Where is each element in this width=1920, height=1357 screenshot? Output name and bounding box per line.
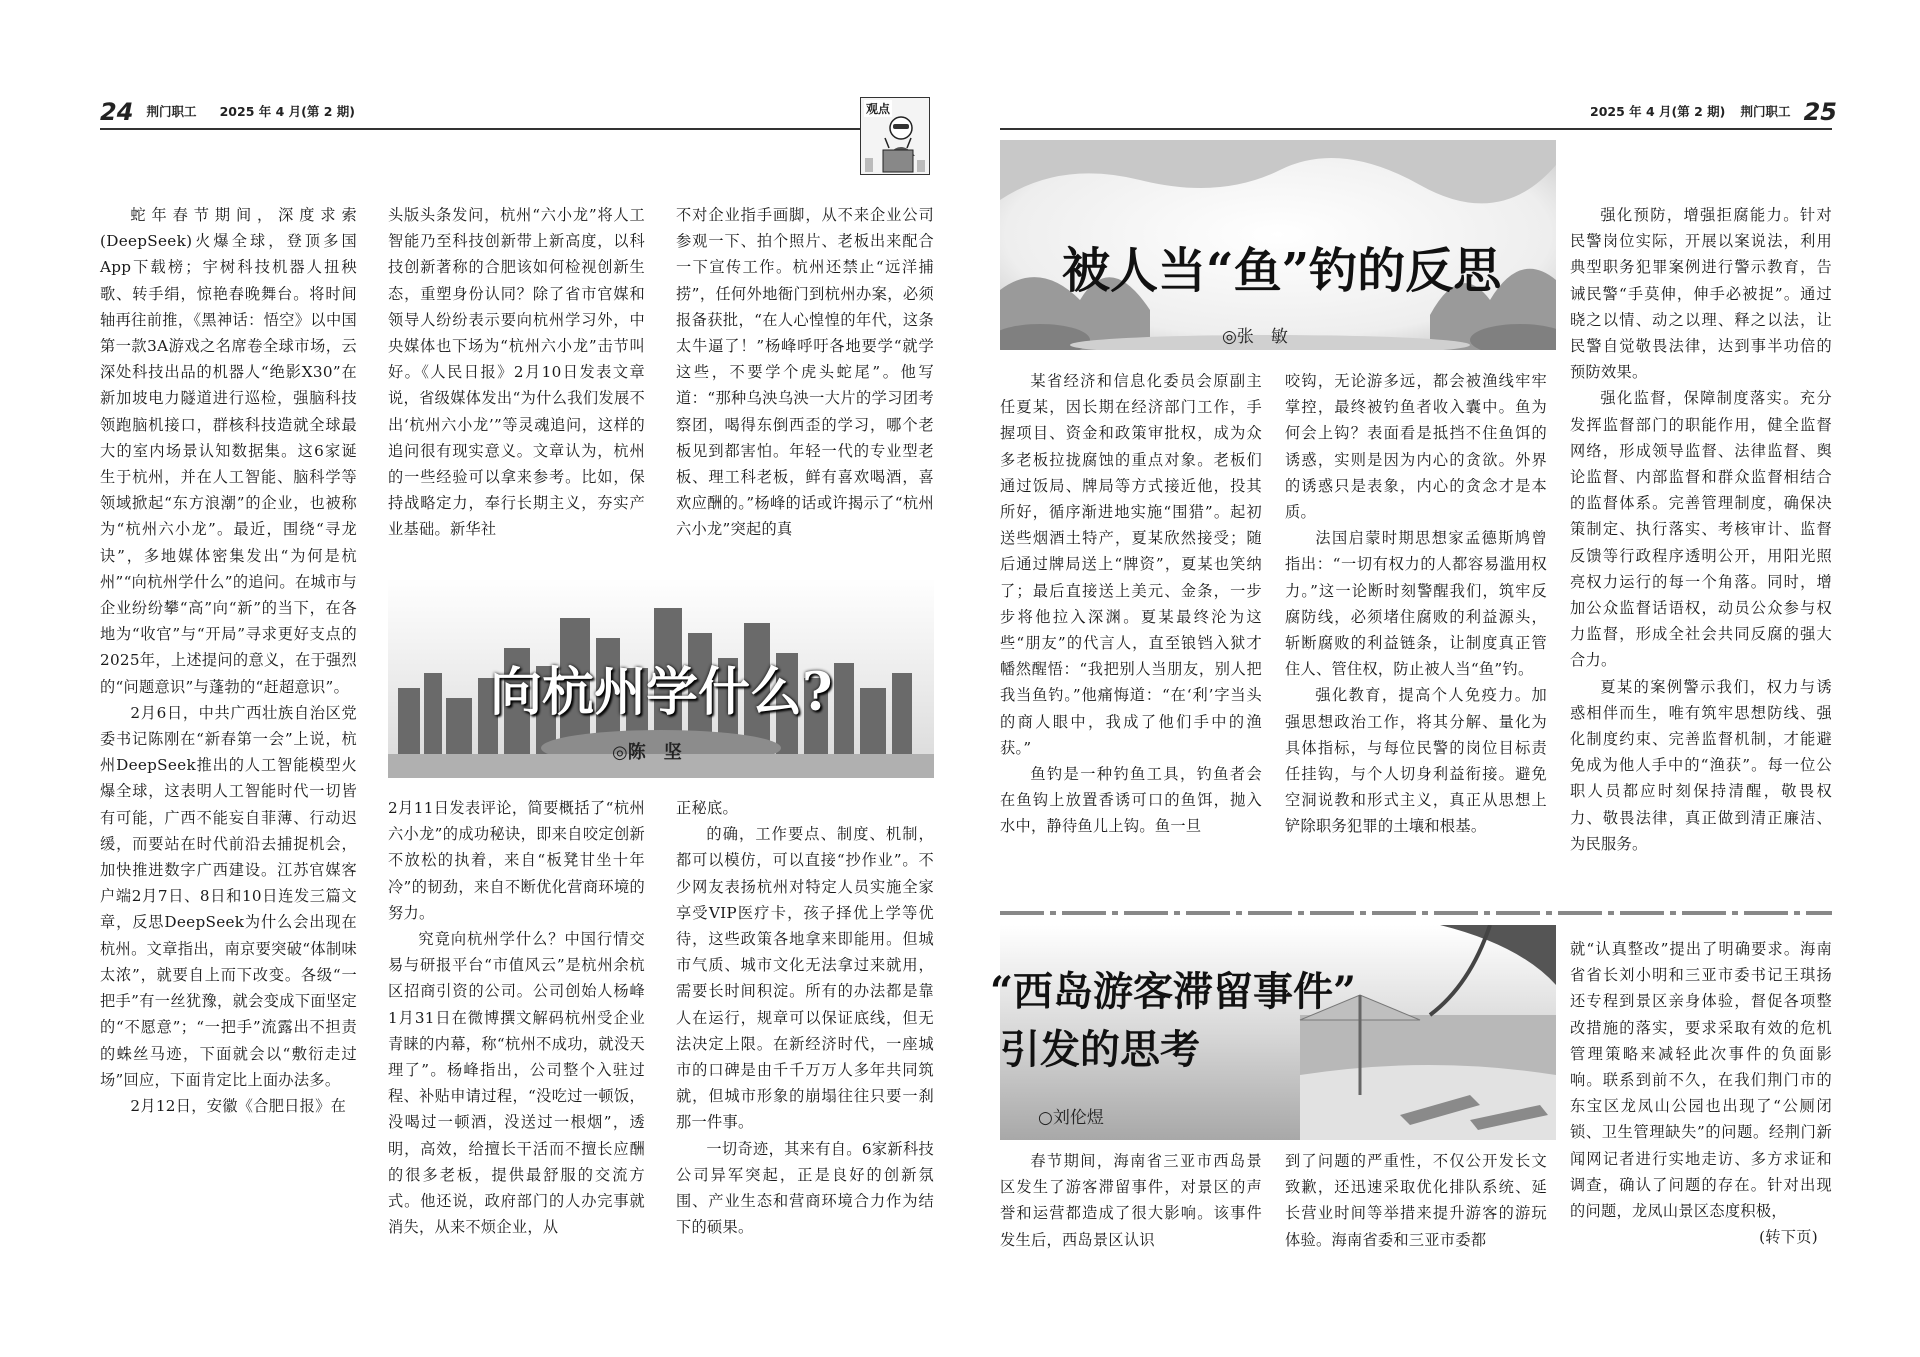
opinion-section-badge — [860, 97, 930, 175]
article2-column1 — [1000, 368, 1262, 840]
article2-title: 被人当“鱼”钓的反思 — [1062, 243, 1502, 299]
article2-paragraph: 法国启蒙时期思想家孟德斯鸠曾指出：“一切有权力的人都容易滥用权力。”这一论断时刻警醒我们，筑牢反腐防线，必须堵住腐败的利益源头，斩断腐败的利益链条，让制度真正管住人、管住权，防止被人当“鱼”钓。 — [1285, 529, 1547, 679]
article1-paragraph: 2月11日发表评论，简要概括了“杭州六小龙”的成功秘诀，即来自咬定创新不放松的执着，来自“板凳甘坐十年冷”的韧劲，来自不断优化营商环境的努力。 — [388, 799, 645, 922]
article2-paragraph: 咬钩，无论游多远，都会被渔线牢牢掌控，最终被钓鱼者收入囊中。鱼为何会上钩？表面看是抵挡不住鱼饵的诱惑，实则是因为内心的贪欲。外界的诱惑只是表象，内心的贪念才是本质。 — [1285, 372, 1547, 522]
article2-paragraph: 强化监督，保障制度落实。充分发挥监督部门的职能作用，健全监督网络，形成领导监督、法律监督、舆论监督、内部监督和群众监督相结合的监督体系。完善管理制度，确保决策制定、执行落实、考核审计、监督反馈等行政程序透明公开，用阳光照亮权力运行的每一个角落。同时，增加公众监督话语权，动员公众参与权力监督，形成全社会共同反腐的强大合力。 — [1570, 389, 1832, 670]
article3-paragraph: 就“认真整改”提出了明确要求。海南省省长刘小明和三亚市委书记王琪扬还专程到景区亲身体验，督促各项整改措施的落实，要求采取有效的危机管理策略来减轻此次事件的负面影响。联系到前不久，在我们荆门市的东宝区龙凤山公园也出现了“公厕闭锁、卫生管理缺失”的问题。经荆门新闻网记者进行实地走访、多方求证和调查，确认了问题的存在。针对出现的问题，龙凤山景区态度积极， — [1570, 940, 1832, 1221]
right-header-rule — [1000, 128, 1832, 130]
article1-column2 — [388, 202, 645, 543]
left-header-rule — [100, 128, 860, 130]
left-page-number: 24 — [100, 98, 134, 126]
article2-paragraph: 鱼钓是一种钓鱼工具，钓鱼者会在鱼钩上放置香诱可口的鱼饵，抛入水中，静待鱼儿上钩。鱼一旦 — [1000, 765, 1262, 836]
article1-author: ◎陈 坚 — [612, 742, 682, 763]
article2-paragraph: 强化教育，提高个人免疫力。加强思想政治工作，将其分解、量化为具体指标，与每位民警的岗位目标责任挂钩，与个人切身利益衔接。避免空洞说教和形式主义，真正从思想上铲除职务犯罪的土壤和根基。 — [1285, 686, 1547, 836]
article1-column3 — [676, 202, 934, 543]
article2-paragraph: 强化预防，增强拒腐能力。针对民警岗位实际，开展以案说法，利用典型职务犯罪案例进行警示教育，告诫民警“手莫伸，伸手必被捉”。通过晓之以情、动之以理、释之以法，让民警自觉敬畏法律，达到事半功倍的预防效果。 — [1570, 206, 1832, 382]
article1-paragraph: 蛇年春节期间，深度求索(DeepSeek)火爆全球，登顶多国App下载榜；宇树科技机器人扭秧歌、转手绢，惊艳春晚舞台。将时间轴再往前推，《黑神话：悟空》以中国第一款3A游戏之名席卷全球市场，云深处科技出品的机器人“绝影X30”在新加坡电力隧道进行巡检，强脑科技领跑脑机接口，群核科技造就全球最大的室内场景认知数据集。这6家诞生于杭州，并在人工智能、脑科学等领域掀起“东方浪潮”的企业，也被称为“杭州六小龙”。最近，围绕“寻龙诀”，多地媒体密集发出“为何是杭州”“向杭州学什么”的追问。在城市与企业纷纷攀“高”向“新”的当下，在各地为“收官”与“开局”寻求更好支点的2025年，上述提问的意义，在于强烈的“问题意识”与蓬勃的“赶超意识”。 — [100, 206, 357, 696]
right-issue-date: 2025 年 4 月(第 2 期) — [1590, 104, 1726, 119]
article1-paragraph: 头版头条发问，杭州“六小龙”将人工智能乃至科技创新带上新高度，以科技创新著称的合肥该如何检视创新生态，重塑身份认同？除了省市官媒和领导人纷纷表示要向杭州学习外，中央媒体也下场为“杭州六小龙”击节叫好。《人民日报》2月10日发表文章说，省级媒体发出“为什么我们发展不出‘杭州六小龙’”等灵魂追问，这样的追问很有现实意义。文章认为，杭州的一些经验可以拿来参考。比如，保持战略定力，奉行长期主义，夯实产业基础。新华社 — [388, 206, 645, 539]
article3-column3 — [1570, 936, 1832, 1250]
article1-paragraph: 的确，工作要点、制度、机制，都可以模仿，可以直接“抄作业”。不少网友表扬杭州对特定人员实施全家享受VIP医疗卡，孩子择优上学等优待，这些政策各地拿来即能用。但城市气质、城市文化无法拿过来就用，需要长时间积淀。所有的办法都是靠人在运行，规章可以保证底线，但无法决定上限。在新经济时代，一座城市的口碑是由千千万万人多年共同筑就，但城市形象的崩塌往往只要一刹那一件事。 — [676, 825, 934, 1132]
article3-title-line2: 引发的思考 — [1000, 1026, 1200, 1073]
article1-paragraph: 不对企业指手画脚，从不来企业公司参观一下、拍个照片、老板出来配合一下宣传工作。杭州还禁止“远洋捕捞”，任何外地衙门到杭州办案，必须报备获批，“在人心惶惶的年代，这条太牛逼了！”杨峰呼吁各地要学“就学这些，不要学个虎头蛇尾”。他写道：“那种乌泱乌泱一大片的学习团考察团，喝得东倒西歪的学习，哪个老板见到都害怕。年轻一代的专业型老板、理工科老板，鲜有喜欢喝酒，喜欢应酬的。”杨峰的话或许揭示了“杭州六小龙”突起的真 — [676, 206, 934, 539]
article1-paragraph: 究竟向杭州学什么？中国行情交易与研报平台“市值风云”是杭州余杭区招商引资的公司。公司创始人杨峰1月31日在微博撰文解码杭州受企业青睐的内幕，称“杭州不成功，就没天理了”。杨峰指出，公司整个入驻过程、补贴申请过程，“没吃过一顿饭，没喝过一顿酒，没送过一根烟”，透明，高效，给擅长干活而不擅长应酬的很多老板，提供最舒服的交流方式。他还说，政府部门的人办完事就消失，从来不烦企业，从 — [388, 930, 645, 1237]
article3-paragraph: 到了问题的严重性，不仅公开发长文致歉，还迅速采取优化排队系统、延长营业时间等举措来提升游客的游玩体验。海南省委和三亚市委都 — [1285, 1152, 1547, 1249]
article2-author: ◎张 敏 — [1222, 327, 1288, 347]
article1-paragraph: 2月12日，安徽《合肥日报》在 — [130, 1096, 347, 1115]
left-page-header — [100, 98, 355, 126]
article3-column2 — [1285, 1148, 1547, 1253]
article2-paragraph: 夏某的案例警示我们，权力与诱惑相伴而生，唯有筑牢思想防线、强化制度约束、完善监督机制，才能避免成为他人手中的“渔获”。每一位公职人员都应时刻保持清醒，敬畏权力、敬畏法律，真正做到清正廉洁、为民服务。 — [1570, 677, 1832, 853]
article1-column1 — [100, 202, 357, 1119]
article3-column1 — [1000, 1148, 1262, 1253]
right-page-number: 25 — [1803, 98, 1837, 126]
article1-column2-lower — [388, 795, 645, 1240]
article-separator — [1000, 911, 1832, 915]
article1-paragraph: 2月6日，中共广西壮族自治区党委书记陈刚在“新春第一会”上说，杭州DeepSeek推出的人工智能模型火爆全球，这表明人工智能时代一切皆有可能，广西不能妄自菲薄、行动迟缓，而要站在时代前沿去捕捉机会，加快推进数字广西建设。江苏官媒客户端2月7日、8日和10日连发三篇文章，反思DeepSeek为什么会出现在杭州。文章指出，南京要突破“体制味太浓”，就要自上而下改变。各级“一把手”有一丝犹豫，就会变成下面坚定的“不愿意”；“一把手”流露出不担责的蛛丝马迹，下面就会以“敷衍走过场”回应，下面肯定比上面办法多。 — [100, 703, 357, 1089]
article1-paragraph: 正秘底。 — [676, 799, 738, 817]
article2-column2 — [1285, 368, 1547, 840]
left-issue-date: 2025 年 4 月(第 2 期) — [219, 104, 355, 119]
right-publication-name: 荆门职工 — [1740, 104, 1791, 119]
article2-column3 — [1570, 202, 1832, 857]
article1-column3-lower — [676, 795, 934, 1240]
article3-paragraph: 春节期间，海南省三亚市西岛景区发生了游客滞留事件，对景区的声誉和运营都造成了很大影响。该事件发生后，西岛景区认识 — [1000, 1152, 1262, 1249]
right-page-header — [1590, 98, 1837, 126]
article2-paragraph: 某省经济和信息化委员会原副主任夏某，因长期在经济部门工作，手握项目、资金和政策审批权，成为众多老板拉拢腐蚀的重点对象。老板们通过饭局、牌局等方式接近他，投其所好，循序渐进地实施“围猎”。起初送些烟酒土特产，夏某欣然接受；随后通过牌局送上“牌资”，夏某也笑纳了；最后直接送上美元、金条，一步步将他拉入深渊。夏某最终沦为这些“朋友”的代言人，直至锒铛入狱才幡然醒悟：“我把别人当朋友，别人把我当鱼钓。”他痛悔道：“在‘利’字当头的商人眼中，我成了他们手中的渔获。” — [1000, 372, 1262, 757]
article3-title-line1: “西岛游客滞留事件” — [990, 968, 1357, 1015]
article1-title: 向杭州学什么? — [490, 662, 833, 723]
article3-author: ○刘伦煜 — [1038, 1108, 1104, 1128]
section-badge-label: 观点 — [866, 102, 891, 116]
article1-paragraph: 一切奇迹，其来有自。6家新科技公司异军突起，正是良好的创新氛围、产业生态和营商环境合力作为结下的硕果。 — [676, 1139, 934, 1237]
continued-next-page-note: (转下页) — [1759, 1228, 1818, 1247]
left-publication-name: 荆门职工 — [146, 104, 197, 119]
